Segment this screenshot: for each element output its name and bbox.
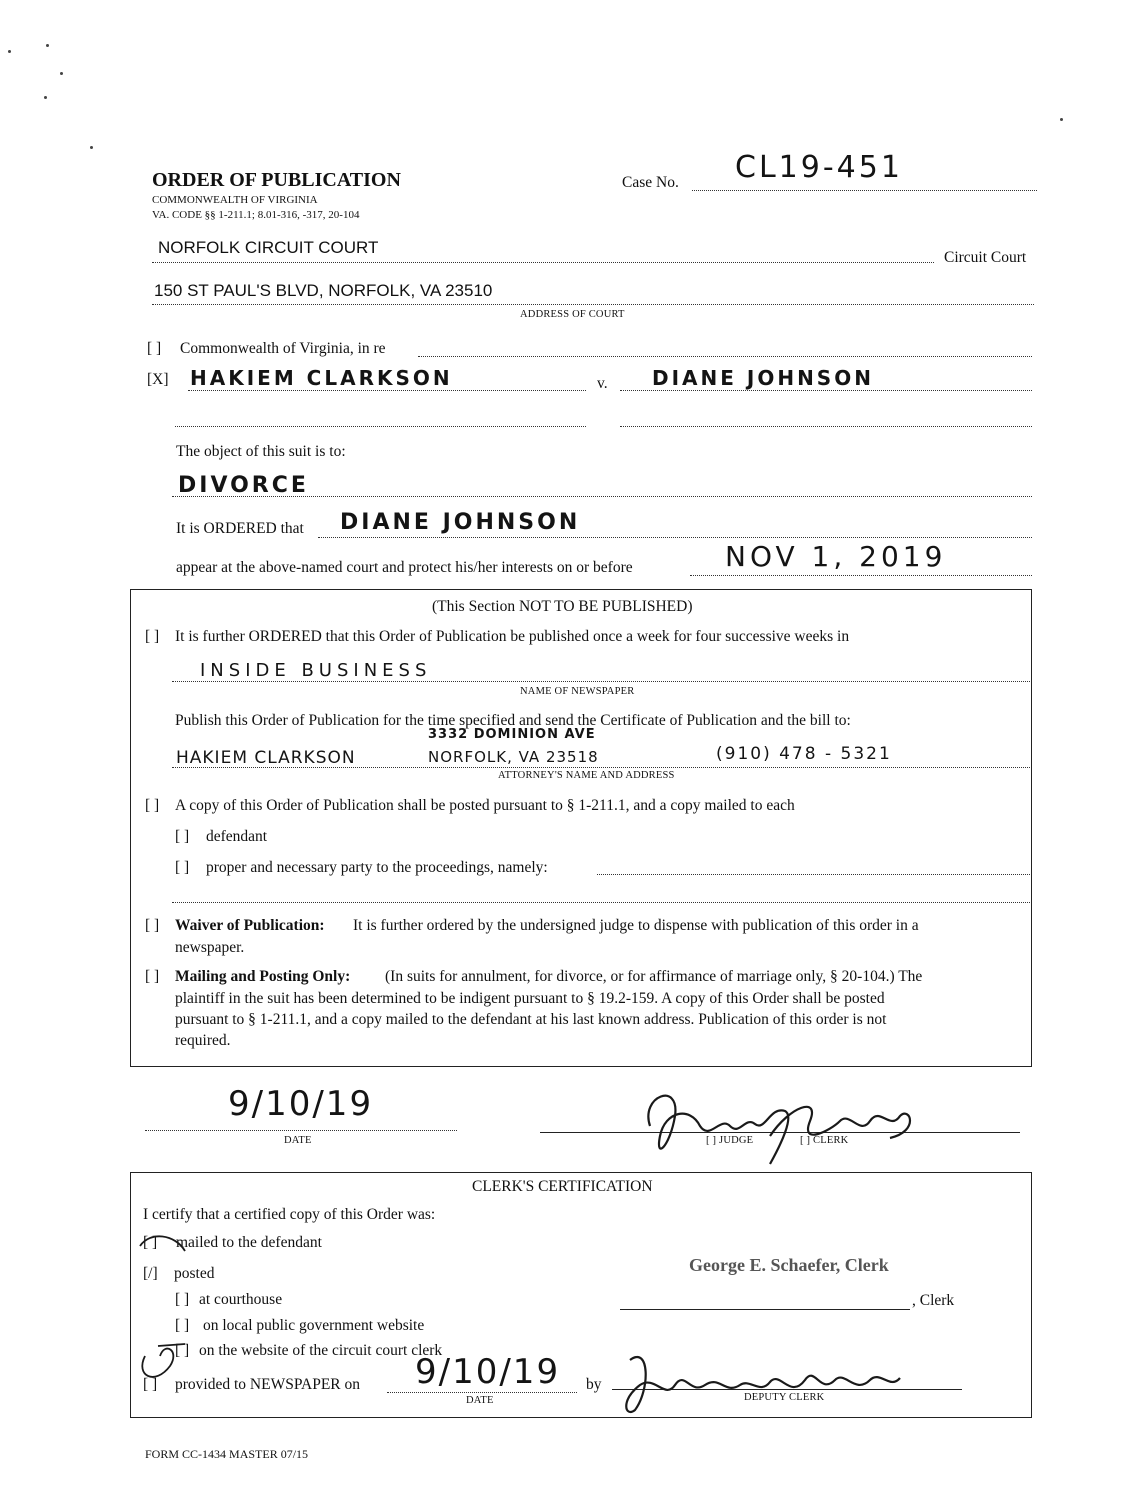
provided-date-caption: DATE — [466, 1395, 494, 1406]
clerk-line — [620, 1309, 910, 1310]
scan-speck — [1060, 118, 1063, 121]
clerk-suffix: , Clerk — [912, 1292, 955, 1309]
newspaper-checkbox[interactable]: [ ] — [143, 1376, 158, 1393]
party-label: proper and necessary party to the proceedings, namely: — [206, 859, 548, 876]
object-label: The object of this suit is to: — [176, 443, 346, 460]
courthouse-checkbox[interactable]: [ ] — [175, 1291, 190, 1308]
court-name[interactable]: NORFOLK CIRCUIT COURT — [158, 238, 379, 257]
court-address-line — [152, 304, 1034, 305]
clerk-caption[interactable]: [ ] CLERK — [800, 1135, 849, 1146]
mailed-label: mailed to the defendant — [176, 1234, 322, 1251]
judge-caption[interactable]: [ ] JUDGE — [706, 1135, 754, 1146]
courthouse-label: at courthouse — [199, 1291, 283, 1308]
object-value[interactable]: DIVORCE — [178, 473, 309, 498]
further-checkbox[interactable]: [ ] — [145, 628, 160, 645]
inre-checkbox[interactable]: [ ] — [147, 340, 162, 357]
circuit-website-checkbox[interactable]: [ ] — [175, 1342, 190, 1359]
handwritten-check-marks — [130, 1226, 200, 1396]
defendant-label: defendant — [206, 828, 268, 845]
waiver-text-2: newspaper. — [175, 939, 245, 956]
appear-date[interactable]: NOV 1, 2019 — [725, 540, 947, 573]
court-suffix: Circuit Court — [944, 249, 1027, 266]
case-number-label: Case No. — [622, 174, 679, 191]
copy-text: A copy of this Order of Publication shall be posted pursuant to § 1-211.1, and a copy mailed to each — [175, 797, 795, 814]
mailing-heading: Mailing and Posting Only: — [175, 968, 351, 985]
plaintiff-line — [188, 390, 586, 391]
appear-date-line — [690, 575, 1032, 576]
waiver-text: It is further ordered by the undersigned judge to dispense with publication of this order in a — [353, 917, 919, 934]
scan-speck — [60, 72, 63, 75]
party-line — [597, 874, 1030, 875]
inre-line — [418, 356, 1032, 357]
scan-speck — [44, 96, 47, 99]
mailing-text-3: pursuant to § 1-211.1, and a copy mailed to the defendant at his last known address. Publication of this order is not — [175, 1011, 887, 1028]
attorney-name[interactable]: HAKIEM CLARKSON — [176, 748, 356, 768]
waiver-heading: Waiver of Publication: — [175, 917, 325, 934]
form-id: FORM CC-1434 MASTER 07/15 — [145, 1447, 309, 1461]
ordered-label: It is ORDERED that — [176, 520, 304, 537]
waiver-checkbox[interactable]: [ ] — [145, 917, 160, 934]
case-number-line — [692, 190, 1037, 191]
newspaper-provided-label: provided to NEWSPAPER on — [175, 1376, 361, 1393]
party-extra-line — [172, 902, 1030, 903]
scan-speck — [46, 44, 49, 47]
versus-checkbox[interactable]: [X] — [147, 371, 169, 388]
form-title: ORDER OF PUBLICATION — [152, 169, 401, 191]
mailing-text-4: required. — [175, 1032, 231, 1049]
form-subtitle: COMMONWEALTH OF VIRGINIA — [152, 194, 318, 206]
posted-label: posted — [174, 1265, 215, 1282]
defendant-name[interactable]: DIANE JOHNSON — [652, 366, 874, 390]
copy-checkbox[interactable]: [ ] — [145, 797, 160, 814]
defendant-line — [620, 390, 1032, 391]
attorney-line — [172, 767, 1030, 768]
newspaper-name[interactable]: INSIDE BUSINESS — [200, 660, 432, 681]
plaintiff-name[interactable]: HAKIEM CLARKSON — [190, 366, 453, 390]
ordered-name[interactable]: DIANE JOHNSON — [340, 510, 581, 535]
court-address[interactable]: 150 ST PAUL'S BLVD, NORFOLK, VA 23510 — [154, 281, 493, 300]
signature-date-line — [145, 1130, 457, 1131]
mailing-text-2: plaintiff in the suit has been determined to be indigent pursuant to § 19.2-159. A copy of this Order shall be posted — [175, 990, 885, 1007]
attorney-street[interactable]: 3332 DOMINION AVE — [428, 727, 596, 742]
clerk-cert-intro: I certify that a certified copy of this Order was: — [143, 1206, 436, 1223]
clerk-cert-heading: CLERK'S CERTIFICATION — [472, 1178, 653, 1195]
mailed-checkbox[interactable]: [ ] — [143, 1234, 158, 1251]
object-line — [172, 496, 1032, 497]
local-website-label: on local public government website — [203, 1317, 425, 1334]
scan-speck — [90, 146, 93, 149]
defendant-extra-line — [620, 426, 1032, 427]
plaintiff-extra-line — [175, 426, 586, 427]
newspaper-caption: NAME OF NEWSPAPER — [520, 686, 635, 697]
attorney-phone[interactable]: (910) 478 - 5321 — [716, 744, 892, 764]
versus-label: v. — [597, 375, 608, 392]
by-label: by — [586, 1376, 602, 1393]
publish-text: Publish this Order of Publication for the time specified and send the Certificate of Publication and the bill to: — [175, 712, 851, 729]
inre-label: Commonwealth of Virginia, in re — [180, 340, 386, 357]
attorney-caption: ATTORNEY'S NAME AND ADDRESS — [498, 770, 675, 781]
mailing-text-1: (In suits for annulment, for divorce, or for affirmance of marriage only, § 20-104.) The — [385, 968, 923, 985]
appear-text: appear at the above-named court and protect his/her interests on or before — [176, 559, 633, 576]
judge-signature — [620, 1076, 920, 1166]
deputy-clerk-signature — [610, 1340, 910, 1420]
signature-date-caption: DATE — [284, 1135, 312, 1146]
scan-speck — [8, 50, 11, 53]
further-text: It is further ORDERED that this Order of Publication be published once a week for four successive weeks in — [175, 628, 850, 645]
clerk-name-stamp: George E. Schaefer, Clerk — [689, 1255, 889, 1275]
newspaper-line — [172, 681, 1030, 682]
party-checkbox[interactable]: [ ] — [175, 859, 190, 876]
case-number-value[interactable]: CL19-451 — [735, 150, 903, 185]
defendant-checkbox[interactable]: [ ] — [175, 828, 190, 845]
provided-date[interactable]: 9/10/19 — [415, 1352, 561, 1392]
deputy-clerk-caption: DEPUTY CLERK — [744, 1392, 825, 1403]
court-address-caption: ADDRESS OF COURT — [520, 309, 625, 320]
provided-date-line — [387, 1392, 577, 1393]
posted-checkbox[interactable]: [/] — [143, 1265, 158, 1282]
local-website-checkbox[interactable]: [ ] — [175, 1317, 190, 1334]
circuit-website-label: on the website of the circuit court clerk — [199, 1342, 443, 1359]
code-reference: VA. CODE §§ 1-211.1; 8.01-316, -317, 20-104 — [152, 209, 360, 221]
signature-date[interactable]: 9/10/19 — [228, 1084, 374, 1124]
not-published-heading: (This Section NOT TO BE PUBLISHED) — [432, 598, 693, 615]
mailing-checkbox[interactable]: [ ] — [145, 968, 160, 985]
court-name-line — [152, 262, 934, 263]
ordered-line — [318, 537, 1032, 538]
attorney-city[interactable]: NORFOLK, VA 23518 — [428, 748, 599, 766]
